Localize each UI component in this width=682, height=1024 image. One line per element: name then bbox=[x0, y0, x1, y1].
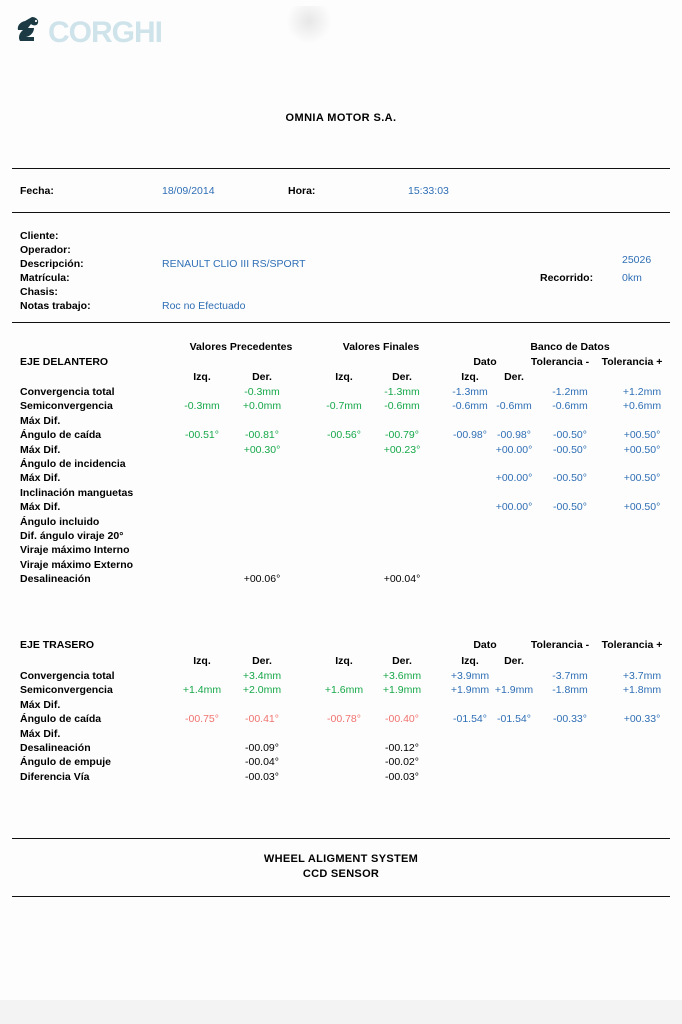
front-tol-minus-cell: -00.50° bbox=[553, 443, 587, 456]
front-tol-minus-cell: -0.6mm bbox=[552, 400, 588, 413]
front-dato-izq-cell: -1.3mm bbox=[452, 386, 488, 398]
rear-fin-izq-cell: -00.78° bbox=[327, 713, 361, 726]
front-row-label: Dif. ángulo viraje 20° bbox=[20, 530, 124, 542]
recorrido-value: 0km bbox=[622, 272, 642, 284]
fecha-label: Fecha: bbox=[20, 185, 54, 197]
footer-line-1: WHEEL ALIGMENT SYSTEM bbox=[263, 853, 419, 865]
front-tol-minus-cell: -1.2mm bbox=[552, 386, 588, 398]
rear-row-label: Ángulo de caída bbox=[20, 713, 102, 726]
divider-1 bbox=[12, 168, 670, 169]
col-izq-fin-front: Izq. bbox=[335, 371, 353, 383]
rear-fin-der-cell: -00.12° bbox=[385, 742, 419, 754]
notas-value: Roc no Efectuado bbox=[162, 300, 246, 312]
front-tol-plus-cell: +00.50° bbox=[623, 443, 661, 456]
rear-row-label: Diferencia Vía bbox=[20, 770, 90, 783]
col-dato-front: Dato bbox=[473, 356, 497, 368]
rear-row-label: Convergencia total bbox=[20, 670, 115, 682]
col-izq-fin-rear: Izq. bbox=[335, 655, 353, 667]
rear-prec-der-cell: +2.0mm bbox=[242, 684, 282, 697]
footer-line-2: CCD SENSOR bbox=[302, 868, 380, 880]
notas-label: Notas trabajo: bbox=[20, 300, 91, 312]
front-row-label: Ángulo de caída bbox=[20, 429, 102, 442]
front-dato-der-cell: -00.98° bbox=[497, 429, 531, 442]
front-prec-izq-cell: -00.51° bbox=[185, 429, 219, 442]
rear-row-label: Máx Dif. bbox=[20, 727, 61, 740]
front-row-label: Semiconvergencia bbox=[20, 400, 113, 413]
rear-row-label: Semiconvergencia bbox=[20, 684, 113, 697]
col-tol-plus-front: Tolerancia + bbox=[601, 356, 663, 368]
front-row-label: Máx Dif. bbox=[20, 501, 61, 514]
rear-prec-der-cell: +3.4mm bbox=[242, 670, 282, 682]
front-dato-der-cell: +00.00° bbox=[495, 472, 533, 485]
company-title: OMNIA MOTOR S.A. bbox=[285, 112, 397, 124]
col-banco: Banco de Datos bbox=[530, 341, 610, 353]
col-izq-dato-rear: Izq. bbox=[461, 655, 479, 667]
rear-row-label: Ángulo de empuje bbox=[20, 756, 112, 769]
front-row-label: Desalineación bbox=[20, 573, 91, 586]
front-row-label: Máx Dif. bbox=[20, 443, 61, 456]
front-axle-title: EJE DELANTERO bbox=[20, 356, 109, 368]
front-prec-der-cell: +00.30° bbox=[243, 443, 281, 456]
front-tol-plus-cell: +00.50° bbox=[623, 472, 661, 485]
front-tol-plus-cell: +1.2mm bbox=[622, 386, 662, 398]
rear-axle-title: EJE TRASERO bbox=[20, 639, 95, 651]
col-precedentes: Valores Precedentes bbox=[189, 341, 293, 353]
rear-fin-der-cell: +3.6mm bbox=[382, 670, 422, 682]
front-dato-der-cell: -0.6mm bbox=[496, 400, 532, 413]
rear-prec-izq-cell: -00.75° bbox=[185, 713, 219, 726]
rear-dato-der-cell: +1.9mm bbox=[494, 684, 534, 697]
fecha-value: 18/09/2014 bbox=[162, 185, 215, 197]
col-izq-prec-front: Izq. bbox=[193, 371, 211, 383]
front-row-label: Inclinación manguetas bbox=[20, 486, 134, 499]
col-izq-dato-front: Izq. bbox=[461, 371, 479, 383]
rear-prec-izq-cell: +1.4mm bbox=[182, 684, 222, 697]
rear-tol-minus-cell: -1.8mm bbox=[552, 684, 588, 697]
col-izq-prec-rear: Izq. bbox=[193, 655, 211, 667]
rear-tol-minus-cell: -3.7mm bbox=[552, 670, 588, 682]
rear-dato-izq-cell: +3.9mm bbox=[450, 670, 490, 682]
col-finales: Valores Finales bbox=[342, 341, 420, 353]
bird-logo-icon bbox=[12, 14, 46, 52]
rear-prec-der-cell: -00.41° bbox=[245, 713, 279, 726]
rear-tol-plus-cell: +3.7mm bbox=[622, 670, 662, 682]
matricula-label: Matrícula: bbox=[20, 272, 70, 284]
front-row-label: Ángulo incluido bbox=[20, 515, 100, 528]
col-tol-minus-front: Tolerancia - bbox=[530, 356, 590, 368]
front-tol-minus-cell: -00.50° bbox=[553, 472, 587, 485]
front-dato-izq-cell: -0.6mm bbox=[452, 400, 488, 413]
front-tol-plus-cell: +00.50° bbox=[623, 429, 661, 442]
front-fin-izq-cell: -0.7mm bbox=[326, 400, 362, 413]
rear-fin-der-cell: -00.40° bbox=[385, 713, 419, 726]
front-tol-minus-cell: -00.50° bbox=[553, 429, 587, 442]
recorrido-label: Recorrido: bbox=[540, 272, 594, 284]
col-dato-rear: Dato bbox=[473, 639, 497, 651]
col-tol-plus-rear: Tolerancia + bbox=[601, 639, 663, 651]
front-row-label: Viraje máximo Interno bbox=[20, 544, 130, 557]
front-row-label: Ángulo de incidencia bbox=[20, 458, 126, 470]
col-tol-minus-rear: Tolerancia - bbox=[530, 639, 590, 651]
corghi-logo bbox=[12, 14, 162, 52]
rear-dato-izq-cell: -01.54° bbox=[453, 713, 487, 726]
descripcion-value: RENAULT CLIO III RS/SPORT bbox=[162, 258, 306, 270]
front-prec-der-cell: -00.81° bbox=[245, 429, 279, 442]
rear-row-label: Máx Dif. bbox=[20, 698, 61, 711]
divider-5 bbox=[12, 896, 670, 897]
col-der-dato-front: Der. bbox=[504, 371, 524, 383]
descripcion-label: Descripción: bbox=[20, 258, 84, 270]
rear-tol-minus-cell: -00.33° bbox=[553, 713, 587, 726]
front-prec-izq-cell: -0.3mm bbox=[184, 400, 220, 413]
scan-smudge bbox=[286, 6, 332, 44]
rear-dato-izq-cell: +1.9mm bbox=[450, 684, 490, 697]
rear-fin-der-cell: +1.9mm bbox=[382, 684, 422, 697]
operador-label: Operador: bbox=[20, 244, 71, 256]
front-fin-izq-cell: -00.56° bbox=[327, 429, 361, 442]
front-fin-der-cell: +00.04° bbox=[383, 573, 421, 586]
front-tol-minus-cell: -00.50° bbox=[553, 501, 587, 514]
divider-3 bbox=[12, 322, 670, 323]
page-bottom-band bbox=[0, 1000, 682, 1024]
divider-2 bbox=[12, 212, 670, 213]
front-tol-plus-cell: +0.6mm bbox=[622, 400, 662, 413]
rear-fin-der-cell: -00.02° bbox=[385, 756, 419, 769]
rear-fin-izq-cell: +1.6mm bbox=[324, 684, 364, 697]
col-der-fin-rear: Der. bbox=[392, 655, 412, 667]
front-fin-der-cell: +00.23° bbox=[383, 443, 421, 456]
front-prec-der-cell: -0.3mm bbox=[244, 386, 280, 398]
front-row-label: Máx Dif. bbox=[20, 472, 61, 485]
front-fin-der-cell: -0.6mm bbox=[384, 400, 420, 413]
front-dato-der-cell: +00.00° bbox=[495, 501, 533, 514]
brand-name: CORGHI bbox=[48, 16, 162, 49]
rear-fin-der-cell: -00.03° bbox=[385, 770, 419, 783]
col-der-prec-rear: Der. bbox=[252, 655, 272, 667]
rear-tol-plus-cell: +1.8mm bbox=[622, 684, 662, 697]
col-der-dato-rear: Der. bbox=[504, 655, 524, 667]
rear-tol-plus-cell: +00.33° bbox=[623, 713, 661, 726]
rear-row-label: Desalineación bbox=[20, 742, 91, 754]
front-row-label: Viraje máximo Externo bbox=[20, 558, 134, 571]
front-tol-plus-cell: +00.50° bbox=[623, 501, 661, 514]
rear-dato-der-cell: -01.54° bbox=[497, 713, 531, 726]
front-fin-der-cell: -00.79° bbox=[385, 429, 419, 442]
front-prec-der-cell: +00.06° bbox=[243, 573, 281, 586]
front-fin-der-cell: -1.3mm bbox=[384, 386, 420, 398]
front-prec-der-cell: +0.0mm bbox=[242, 400, 282, 413]
col-der-prec-front: Der. bbox=[252, 371, 272, 383]
rear-prec-der-cell: -00.04° bbox=[245, 756, 279, 769]
front-dato-izq-cell: -00.98° bbox=[453, 429, 487, 442]
rear-prec-der-cell: -00.09° bbox=[245, 742, 279, 754]
chasis-label: Chasis: bbox=[20, 286, 58, 298]
front-dato-der-cell: +00.00° bbox=[495, 443, 533, 456]
front-row-label: Convergencia total bbox=[20, 386, 115, 398]
cliente-label: Cliente: bbox=[20, 230, 59, 242]
col-der-fin-front: Der. bbox=[392, 371, 412, 383]
rear-prec-der-cell: -00.03° bbox=[245, 770, 279, 783]
front-row-label: Máx Dif. bbox=[20, 414, 61, 427]
divider-4 bbox=[12, 838, 670, 839]
codigo-value: 25026 bbox=[622, 254, 652, 266]
hora-label: Hora: bbox=[288, 185, 316, 197]
hora-value: 15:33:03 bbox=[408, 185, 449, 197]
